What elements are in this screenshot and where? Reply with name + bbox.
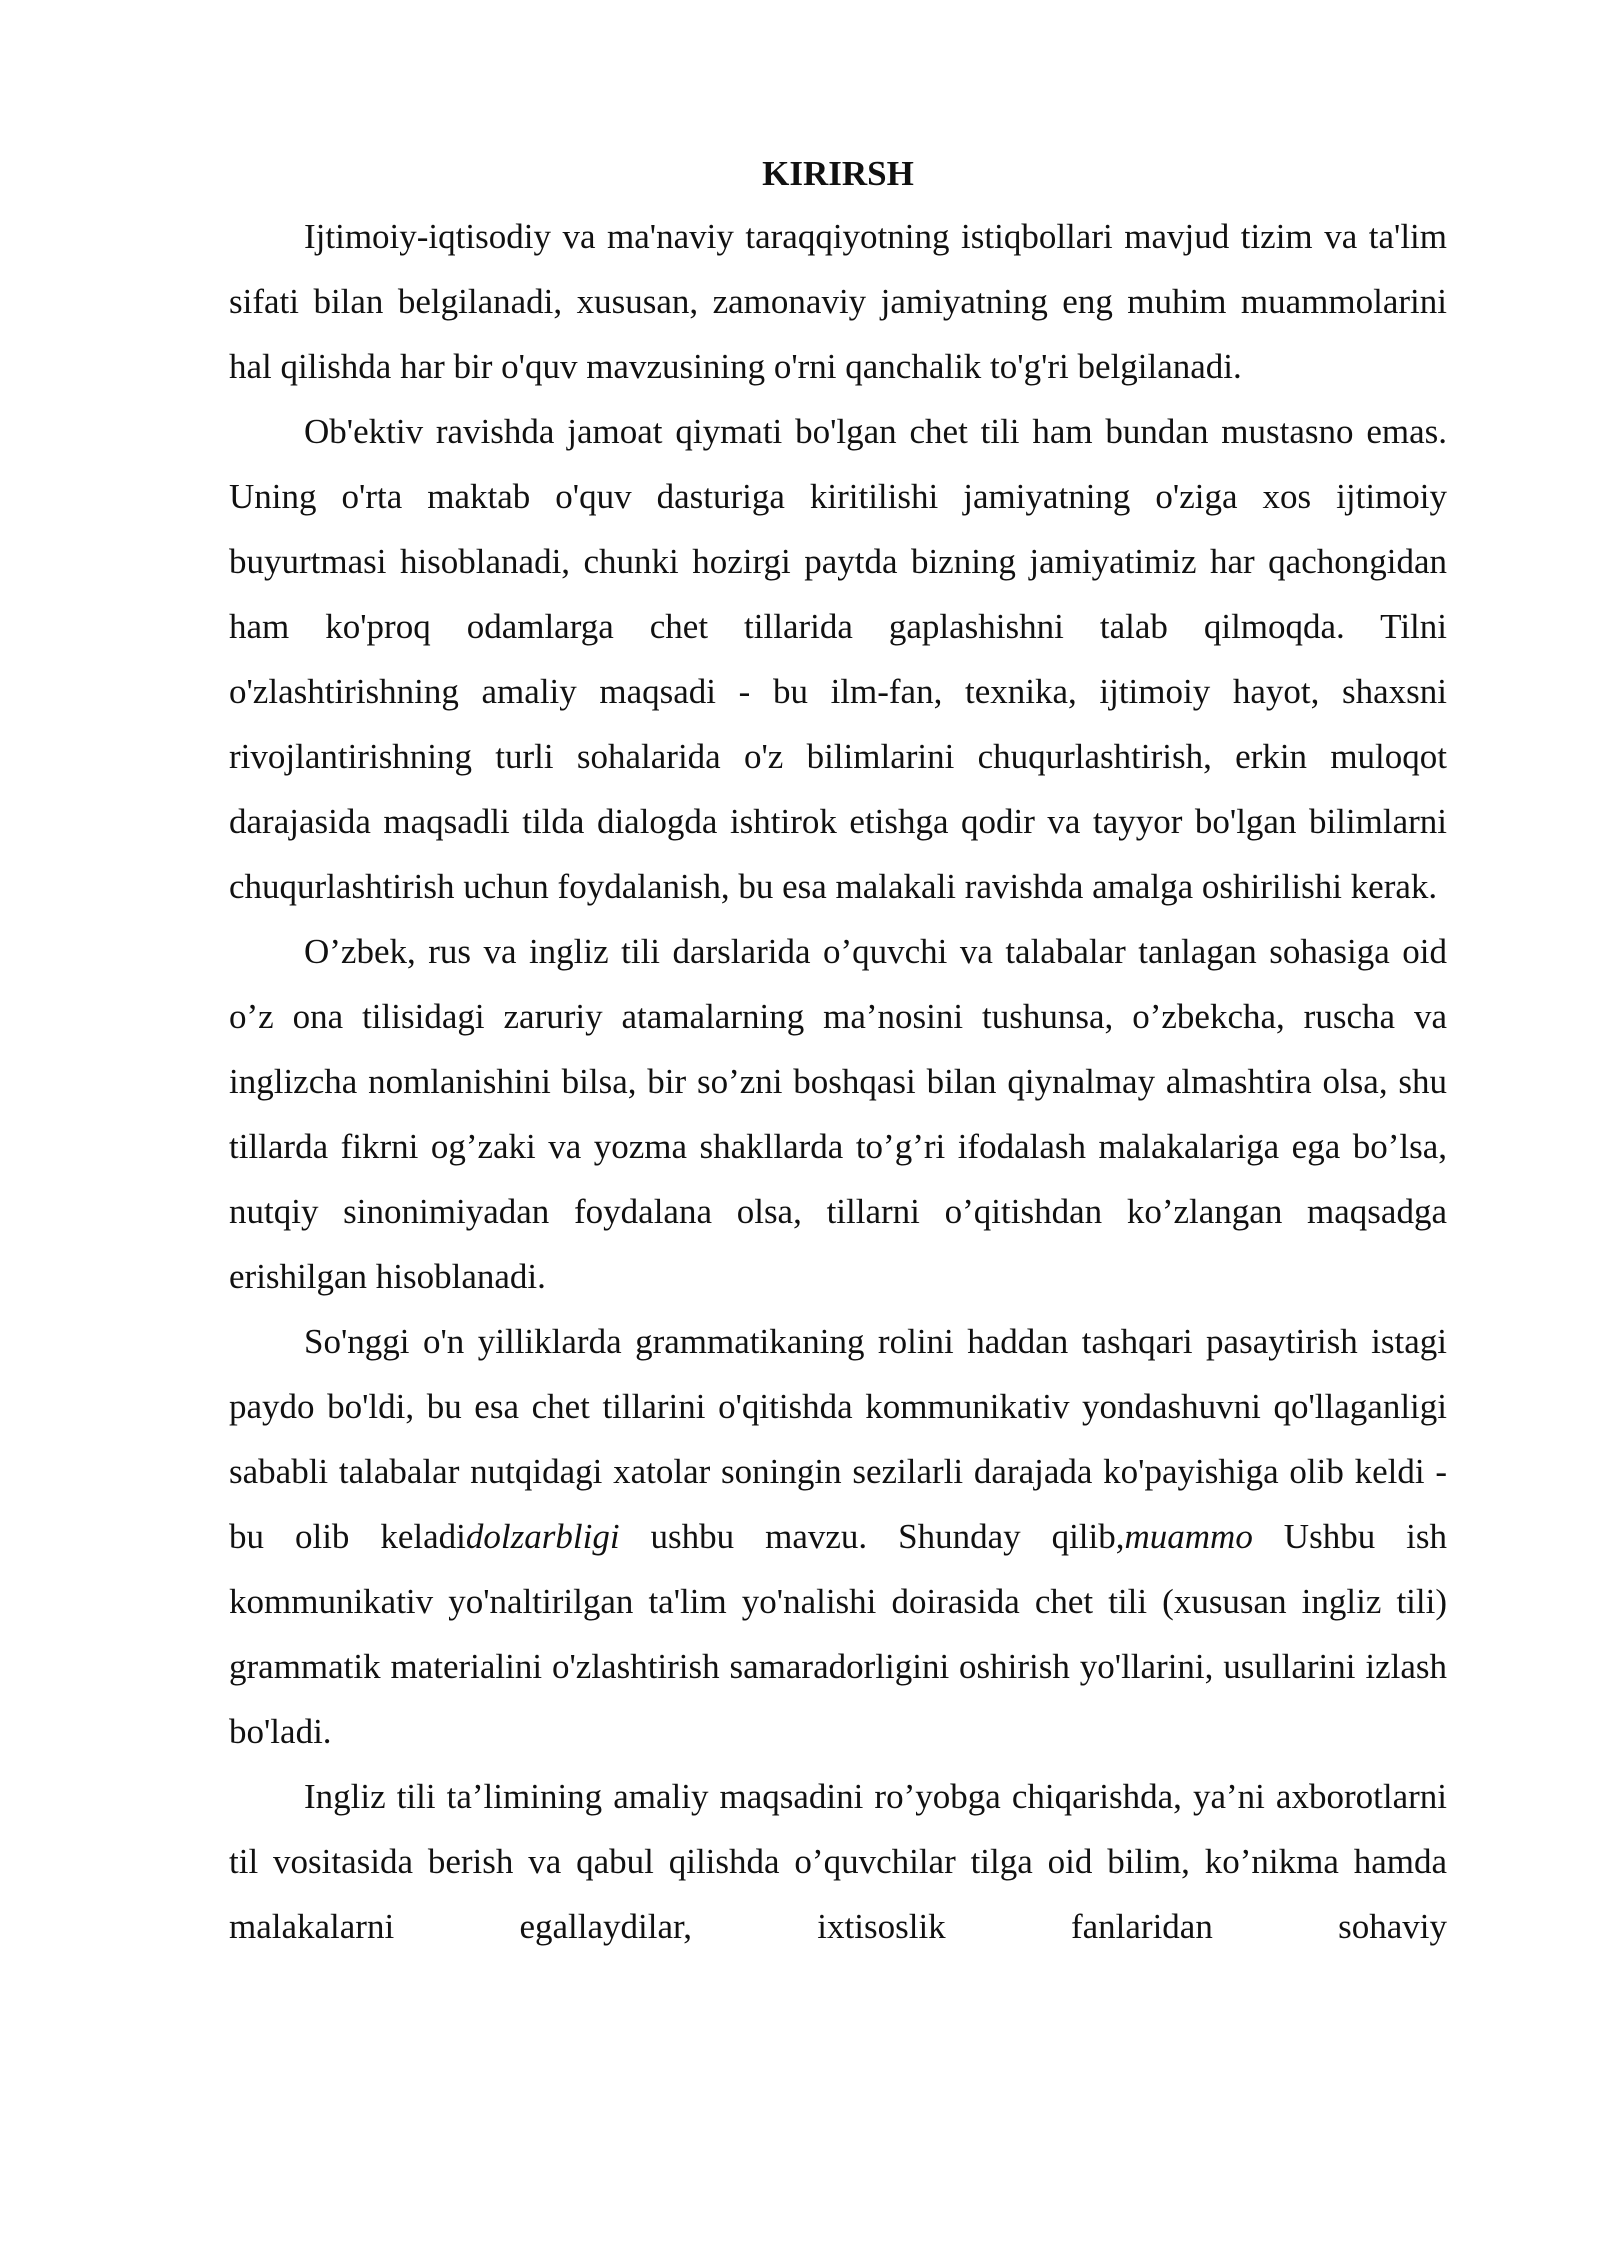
paragraph-5: Ingliz tili ta’limining amaliy maqsadini ro’yobga chiqarishda, ya’ni axborotlarni til vositasida berish va qabul qilishda o’quvchilar tilga oid bilim, ko’nikma hamda malakalarni egallaydilar, ixtisoslik fanlaridan sohaviy bbox=[229, 1777, 1447, 1946]
paragraph-1: Ijtimoiy-iqtisodiy va ma'naviy taraqqiyotning istiqbollari mavjud tizim va ta'lim sifati bilan belgilanadi, xususan, zamonaviy jamiyatning eng muhim muammolarini hal qilishda har bir o'quv mavzusining o'rni qanchalik to'g'ri belgilanadi. bbox=[229, 217, 1447, 386]
paragraph-2: Ob'ektiv ravishda jamoat qiymati bo'lgan chet tili ham bundan mustasno emas. Uning o'rta maktab o'quv dasturiga kiritilishi jamiyatning o'ziga xos ijtimoiy buyurtmasi hisoblanadi, chunki hozirgi paytda bizning jamiyatimiz har qachongidan ham ko'proq odamlarga chet tillarida gaplashishni talab qilmoqda. Tilni o'zlashtirishning amaliy maqsadi - bu ilm-fan, texnika, ijtimoiy hayot, shaxsni rivojlantirishning turli sohalarida o'z bilimlarini chuqurlashtirish, erkin muloqot darajasida maqsadli tilda dialogda ishtirok etishga qodir va tayyor bo'lgan bilimlarni chuqurlashtirish uchun foydalanish, bu esa malakali ravishda amalga oshirilishi kerak. bbox=[229, 412, 1447, 906]
document-heading: KIRIRSH bbox=[762, 154, 914, 193]
document-page bbox=[229, 148, 1447, 1959]
paragraph-4-part-1: So'nggi o'n yilliklarda grammatikaning rolini haddan tashqari pasaytirish istagi paydo bo'ldi, bu esa chet tillarini o'qitishda kommunikativ yondashuvni qo'llaganligi sababli talabalar nutqidagi xatolar soningin sezilarli darajada ko'payishiga olib keldi - bu olib keladi bbox=[229, 1322, 1447, 1556]
paragraph-4-part-3: Ushbu ish kommunikativ yo'naltirilgan ta'lim yo'nalishi doirasida chet tili (xususan ingliz tili) grammatik materialini o'zlashtirish samaradorligini oshirish yo'llarini, usullarini izlash bo'ladi. bbox=[229, 1517, 1447, 1751]
paragraph-4 bbox=[229, 1309, 1447, 1764]
paragraph-4-part-2: ushbu mavzu. Shunday qilib, bbox=[619, 1517, 1125, 1556]
paragraph-4-emphasis-2: muammo bbox=[1124, 1517, 1253, 1556]
paragraph-3: O’zbek, rus va ingliz tili darslarida o’quvchi va talabalar tanlagan sohasiga oid o’z ona tilisidagi zaruriy atamalarning ma’nosini tushunsa, o’zbekcha, ruscha va inglizcha nomlanishini bilsa, bir so’zni boshqasi bilan qiynalmay almashtira olsa, shu tillarda fikrni og’zaki va yozma shakllarda to’g’ri ifodalash malakalariga ega bo’lsa, nutqiy sinonimiyadan foydalana olsa, tillarni o’qitishdan ko’zlangan maqsadga erishilgan hisoblanadi. bbox=[229, 932, 1447, 1296]
paragraph-4-emphasis-1: dolzarbligi bbox=[465, 1517, 620, 1556]
